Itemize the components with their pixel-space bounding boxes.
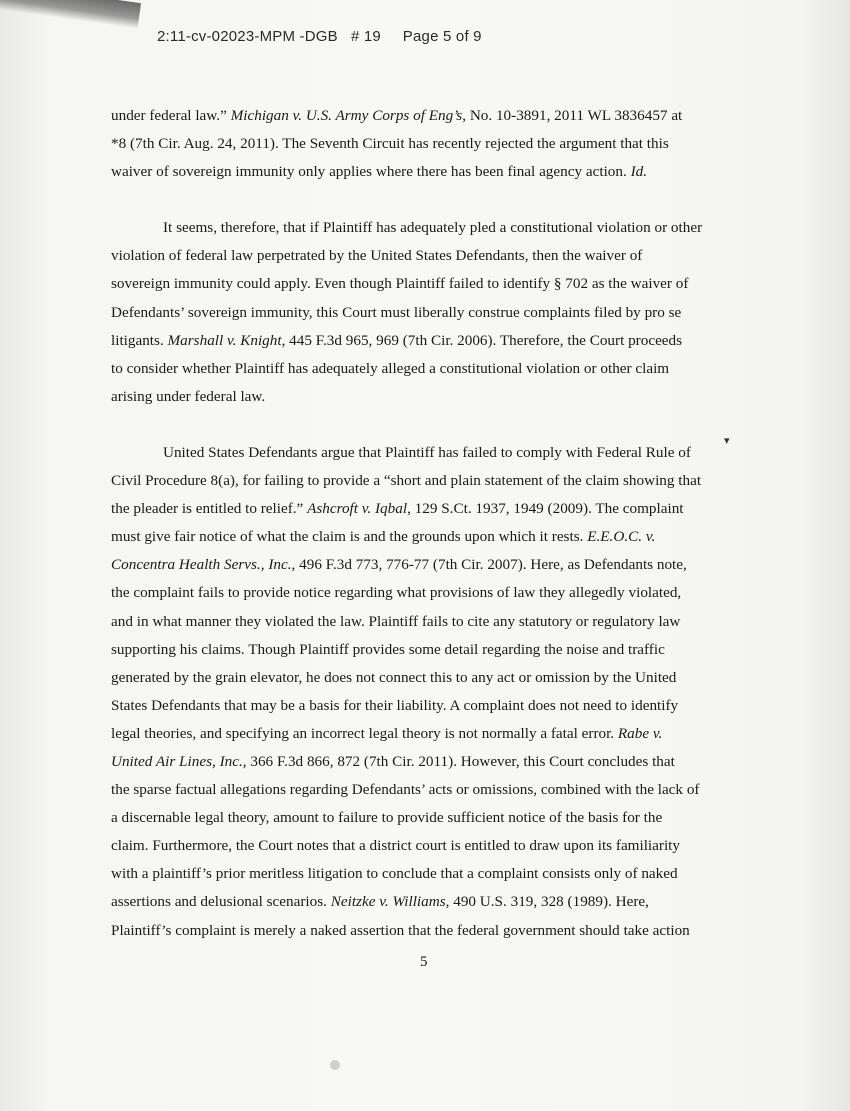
paragraph-2 [111, 214, 751, 411]
text-run: under federal law.” [111, 107, 231, 124]
text-line [111, 102, 751, 130]
scan-hole [330, 1060, 340, 1070]
text-line [111, 551, 751, 579]
case-citation: Marshall v. Knight [167, 331, 282, 349]
text-run: and in what manner they violated the law. Plaintiff fails to cite any statutory or regulatory law [111, 612, 681, 630]
text-run: must give fair notice of what the claim is and the grounds upon which it rests. [111, 528, 588, 546]
text-line [111, 242, 751, 270]
text-run: It seems, therefore, that if Plaintiff has adequately pled a constitutional violation or other [163, 219, 703, 237]
text-line [111, 130, 751, 158]
text-run: Plaintiff’s complaint is merely a naked assertion that the federal government should take action [111, 921, 690, 939]
text-run: supporting his claims. Though Plaintiff provides some detail regarding the noise and traffic [111, 640, 665, 658]
paragraph-gap [111, 186, 751, 214]
text-run: generated by the grain elevator, he does not connect this to any act or omission by the United [111, 668, 677, 686]
text-run: *8 (7th Cir. Aug. 24, 2011). The Seventh Circuit has recently rejected the argument that this [111, 135, 669, 153]
text-run: , 496 F.3d 773, 776-77 (7th Cir. 2007). Here, as Defendants note, [291, 556, 687, 574]
text-line [111, 804, 751, 832]
scan-artifact [0, 0, 141, 29]
page-number: 5 [420, 954, 428, 970]
text-line [111, 579, 751, 607]
text-run: to consider whether Plaintiff has adequately alleged a constitutional violation or other claim [111, 359, 670, 377]
text-run: sovereign immunity could apply. Even though Plaintiff failed to identify § 702 as the waiver of [111, 275, 689, 293]
text-run: the complaint fails to provide notice regarding what provisions of law they allegedly violated, [111, 584, 682, 602]
case-number: 2:11-cv-02023-MPM -DGB [157, 28, 338, 45]
text-line [111, 327, 751, 355]
document-number: # 19 [350, 28, 381, 45]
text-run: Civil Procedure 8(a), for failing to provide a “short and plain statement of the claim showing that [111, 472, 702, 490]
text-line [111, 608, 751, 636]
text-line [111, 720, 751, 748]
text-line [111, 917, 751, 945]
text-line [111, 158, 751, 186]
text-run: violation of federal law perpetrated by the United States Defendants, then the waiver of [111, 247, 643, 265]
text-run: a discernable legal theory, amount to failure to provide sufficient notice of the basis for the [111, 809, 663, 827]
text-run: the sparse factual allegations regarding Defendants’ acts or omissions, combined with the lack of [111, 781, 700, 799]
text-run: Defendants’ sovereign immunity, this Court must liberally construe complaints filed by pro se [111, 303, 682, 321]
text-run: , No. 10-3891, 2011 WL 3836457 at [462, 107, 683, 124]
text-line [111, 214, 751, 242]
text-line [111, 692, 751, 720]
text-run: claim. Furthermore, the Court notes that a district court is entitled to draw upon its familiarity [111, 837, 680, 855]
text-line [111, 495, 751, 523]
case-header [157, 28, 482, 45]
case-citation: E.E.O.C. v. [587, 528, 656, 546]
text-run: assertions and delusional scenarios. [111, 893, 331, 911]
text-run: legal theories, and specifying an incorrect legal theory is not normally a fatal error. [111, 724, 618, 742]
case-citation: Rabe v. [617, 724, 663, 742]
page-label: Page 5 of 9 [402, 28, 482, 45]
paragraph-1 [111, 102, 751, 186]
text-line [111, 664, 751, 692]
text-line [111, 523, 751, 551]
text-line [111, 355, 751, 383]
text-run: litigants. [111, 331, 168, 349]
case-citation: United Air Lines, Inc. [111, 752, 243, 770]
text-line [111, 636, 751, 664]
text-run: arising under federal law. [111, 387, 266, 405]
text-line [111, 888, 751, 916]
text-run: waiver of sovereign immunity only applies where there has been final agency action. [111, 163, 631, 181]
text-line [111, 383, 751, 411]
text-line [111, 299, 751, 327]
text-run: , 366 F.3d 866, 872 (7th Cir. 2011). However, this Court concludes that [242, 752, 675, 770]
text-run: , 490 U.S. 319, 328 (1989). Here, [445, 893, 649, 911]
text-run: with a plaintiff’s prior meritless litigation to conclude that a complaint consists only of naked [111, 865, 678, 883]
case-citation: Neitzke v. Williams [330, 893, 446, 911]
document-body [111, 102, 751, 945]
text-line [111, 270, 751, 298]
text-line [111, 776, 751, 804]
text-run: , 129 S.Ct. 1937, 1949 (2009). The complaint [407, 500, 684, 518]
case-citation: Id. [630, 163, 648, 181]
paragraph-3 [111, 439, 751, 945]
text-line [111, 439, 751, 467]
case-citation: Ashcroft v. Iqbal [307, 500, 408, 518]
text-line [111, 467, 751, 495]
text-line [111, 832, 751, 860]
case-citation: Concentra Health Servs., Inc. [111, 556, 292, 574]
text-run: United States Defendants argue that Plaintiff has failed to comply with Federal Rule of [163, 443, 691, 461]
text-run: States Defendants that may be a basis for their liability. A complaint does not need to identify [111, 696, 679, 714]
case-citation: Michigan v. U.S. Army Corps of Eng’s [230, 107, 463, 124]
text-run: , 445 F.3d 965, 969 (7th Cir. 2006). Therefore, the Court proceeds [281, 331, 683, 349]
text-line [111, 860, 751, 888]
scan-speck: ▾ [724, 435, 730, 447]
text-line [111, 748, 751, 776]
text-run: the pleader is entitled to relief.” [111, 500, 308, 518]
paragraph-gap [111, 411, 751, 439]
